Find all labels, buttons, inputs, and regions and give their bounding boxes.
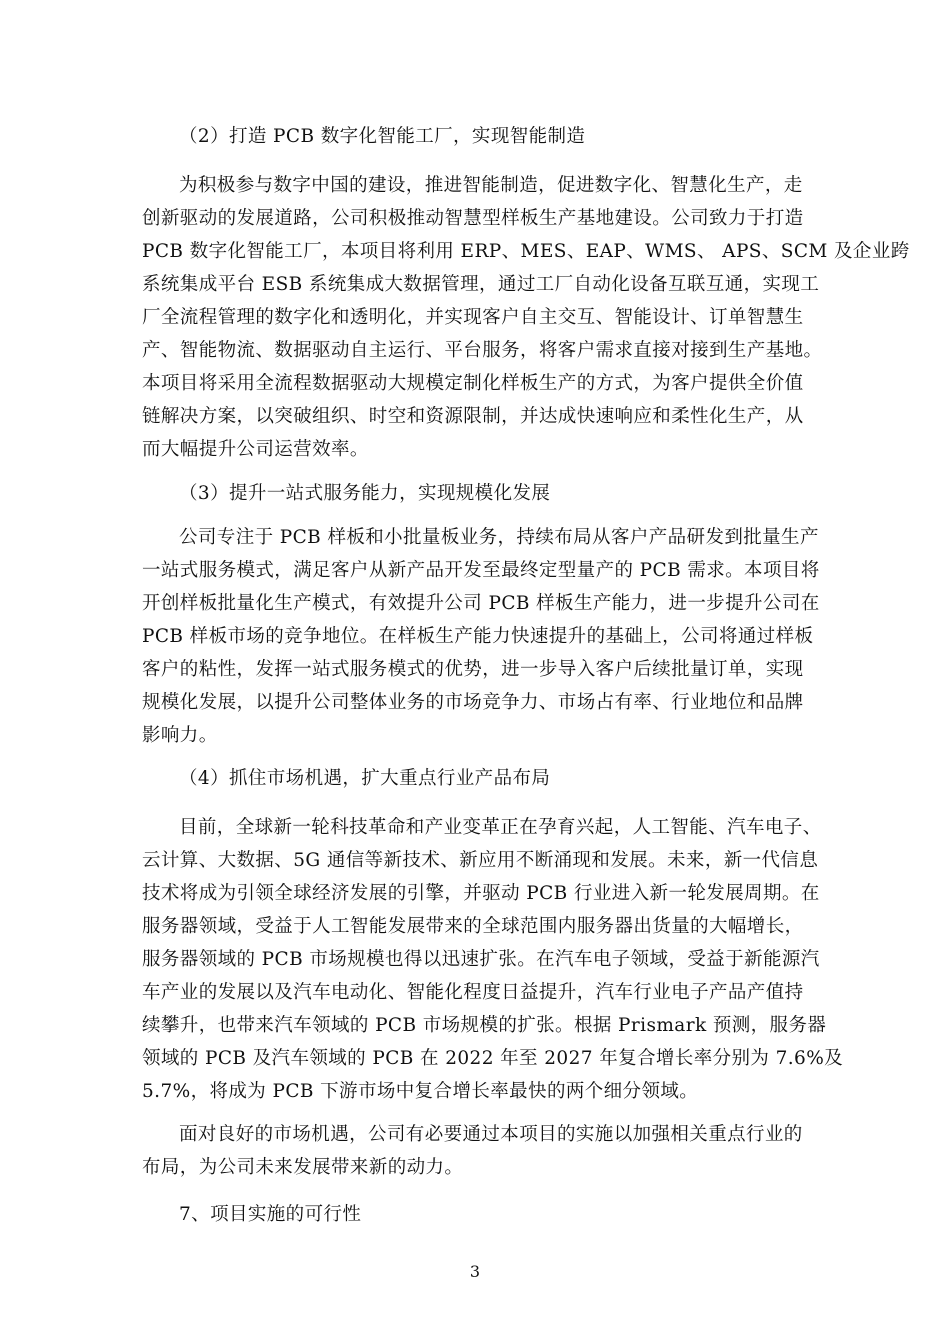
paragraph-line: 5.7%，将成为 PCB 下游市场中复合增长率最快的两个细分领域。 <box>142 1081 699 1102</box>
heading-line: （3）提升一站式服务能力，实现规模化发展 <box>179 483 551 504</box>
section-heading-2 <box>142 120 822 153</box>
paragraph-smart-factory <box>142 169 910 466</box>
paragraph-line: 本项目将采用全流程数据驱动大规模定制化样板生产的方式，为客户提供全价值 <box>142 373 804 394</box>
paragraph-line: 而大幅提升公司运营效率。 <box>142 439 369 460</box>
paragraph-line: 创新驱动的发展道路，公司积极推动智慧型样板生产基地建设。公司致力于打造 <box>142 208 804 229</box>
heading-line: （4）抓住市场机遇，扩大重点行业产品布局 <box>179 768 551 789</box>
paragraph-line: 领域的 PCB 及汽车领域的 PCB 在 2022 年至 2027 年复合增长率分别为 7.6%及 <box>142 1048 844 1069</box>
section-heading-4 <box>142 762 822 795</box>
paragraph-market-opportunity <box>142 811 844 1108</box>
paragraph-line: 续攀升，也带来汽车领域的 PCB 市场规模的扩张。根据 Prismark 预测，服务器 <box>142 1015 827 1036</box>
paragraph-line: 布局，为公司未来发展带来新的动力。 <box>142 1157 464 1178</box>
paragraph-one-stop-service <box>142 521 822 752</box>
paragraph-line: PCB 数字化智能工厂，本项目将利用 ERP、MES、EAP、WMS、 APS、SCM 及企业跨 <box>142 241 910 262</box>
paragraph-line: 产、智能物流、数据驱动自主运行、平台服务，将客户需求直接对接到生产基地。 <box>142 340 823 361</box>
heading-line: （2）打造 PCB 数字化智能工厂，实现智能制造 <box>179 126 586 147</box>
paragraph-line: 链解决方案，以突破组织、时空和资源限制，并达成快速响应和柔性化生产，从 <box>142 406 804 427</box>
paragraph-line: 系统集成平台 ESB 系统集成大数据管理，通过工厂自动化设备互联互通，实现工 <box>142 274 820 295</box>
paragraph-line: 一站式服务模式，满足客户从新产品开发至最终定型量产的 PCB 需求。本项目将 <box>142 560 820 581</box>
paragraph-line: 面对良好的市场机遇，公司有必要通过本项目的实施以加强相关重点行业的 <box>179 1124 803 1145</box>
paragraph-line: 服务器领域的 PCB 市场规模也得以迅速扩张。在汽车电子领域，受益于新能源汽 <box>142 949 820 970</box>
paragraph-line: 厂全流程管理的数字化和透明化，并实现客户自主交互、智能设计、订单智慧生 <box>142 307 804 328</box>
paragraph-line: 开创样板批量化生产模式，有效提升公司 PCB 样板生产能力，进一步提升公司在 <box>142 593 820 614</box>
paragraph-line: 公司专注于 PCB 样板和小批量板业务，持续布局从客户产品研发到批量生产 <box>179 527 819 548</box>
section-heading-7 <box>142 1198 822 1231</box>
paragraph-line: 车产业的发展以及汽车电动化、智能化程度日益提升，汽车行业电子产品产值持 <box>142 982 804 1003</box>
paragraph-line: 规模化发展，以提升公司整体业务的市场竞争力、市场占有率、行业地位和品牌 <box>142 692 804 713</box>
paragraph-line: 服务器领域，受益于人工智能发展带来的全球范围内服务器出货量的大幅增长， <box>142 916 804 937</box>
paragraph-line: 为积极参与数字中国的建设，推进智能制造，促进数字化、智慧化生产，走 <box>179 175 803 196</box>
paragraph-line: 客户的粘性，发挥一站式服务模式的优势，进一步导入客户后续批量订单，实现 <box>142 659 804 680</box>
page-number: 3 <box>469 1262 481 1281</box>
paragraph-conclusion <box>142 1118 822 1184</box>
paragraph-line: 目前，全球新一轮科技革命和产业变革正在孕育兴起，人工智能、汽车电子、 <box>179 817 822 838</box>
paragraph-line: 技术将成为引领全球经济发展的引擎，并驱动 PCB 行业进入新一轮发展周期。在 <box>142 883 820 904</box>
heading-line: 7、项目实施的可行性 <box>179 1204 362 1225</box>
paragraph-line: 云计算、大数据、5G 通信等新技术、新应用不断涌现和发展。未来，新一代信息 <box>142 850 819 871</box>
section-heading-3 <box>142 477 822 510</box>
paragraph-line: 影响力。 <box>142 725 218 746</box>
paragraph-line: PCB 样板市场的竞争地位。在样板生产能力快速提升的基础上，公司将通过样板 <box>142 626 814 647</box>
